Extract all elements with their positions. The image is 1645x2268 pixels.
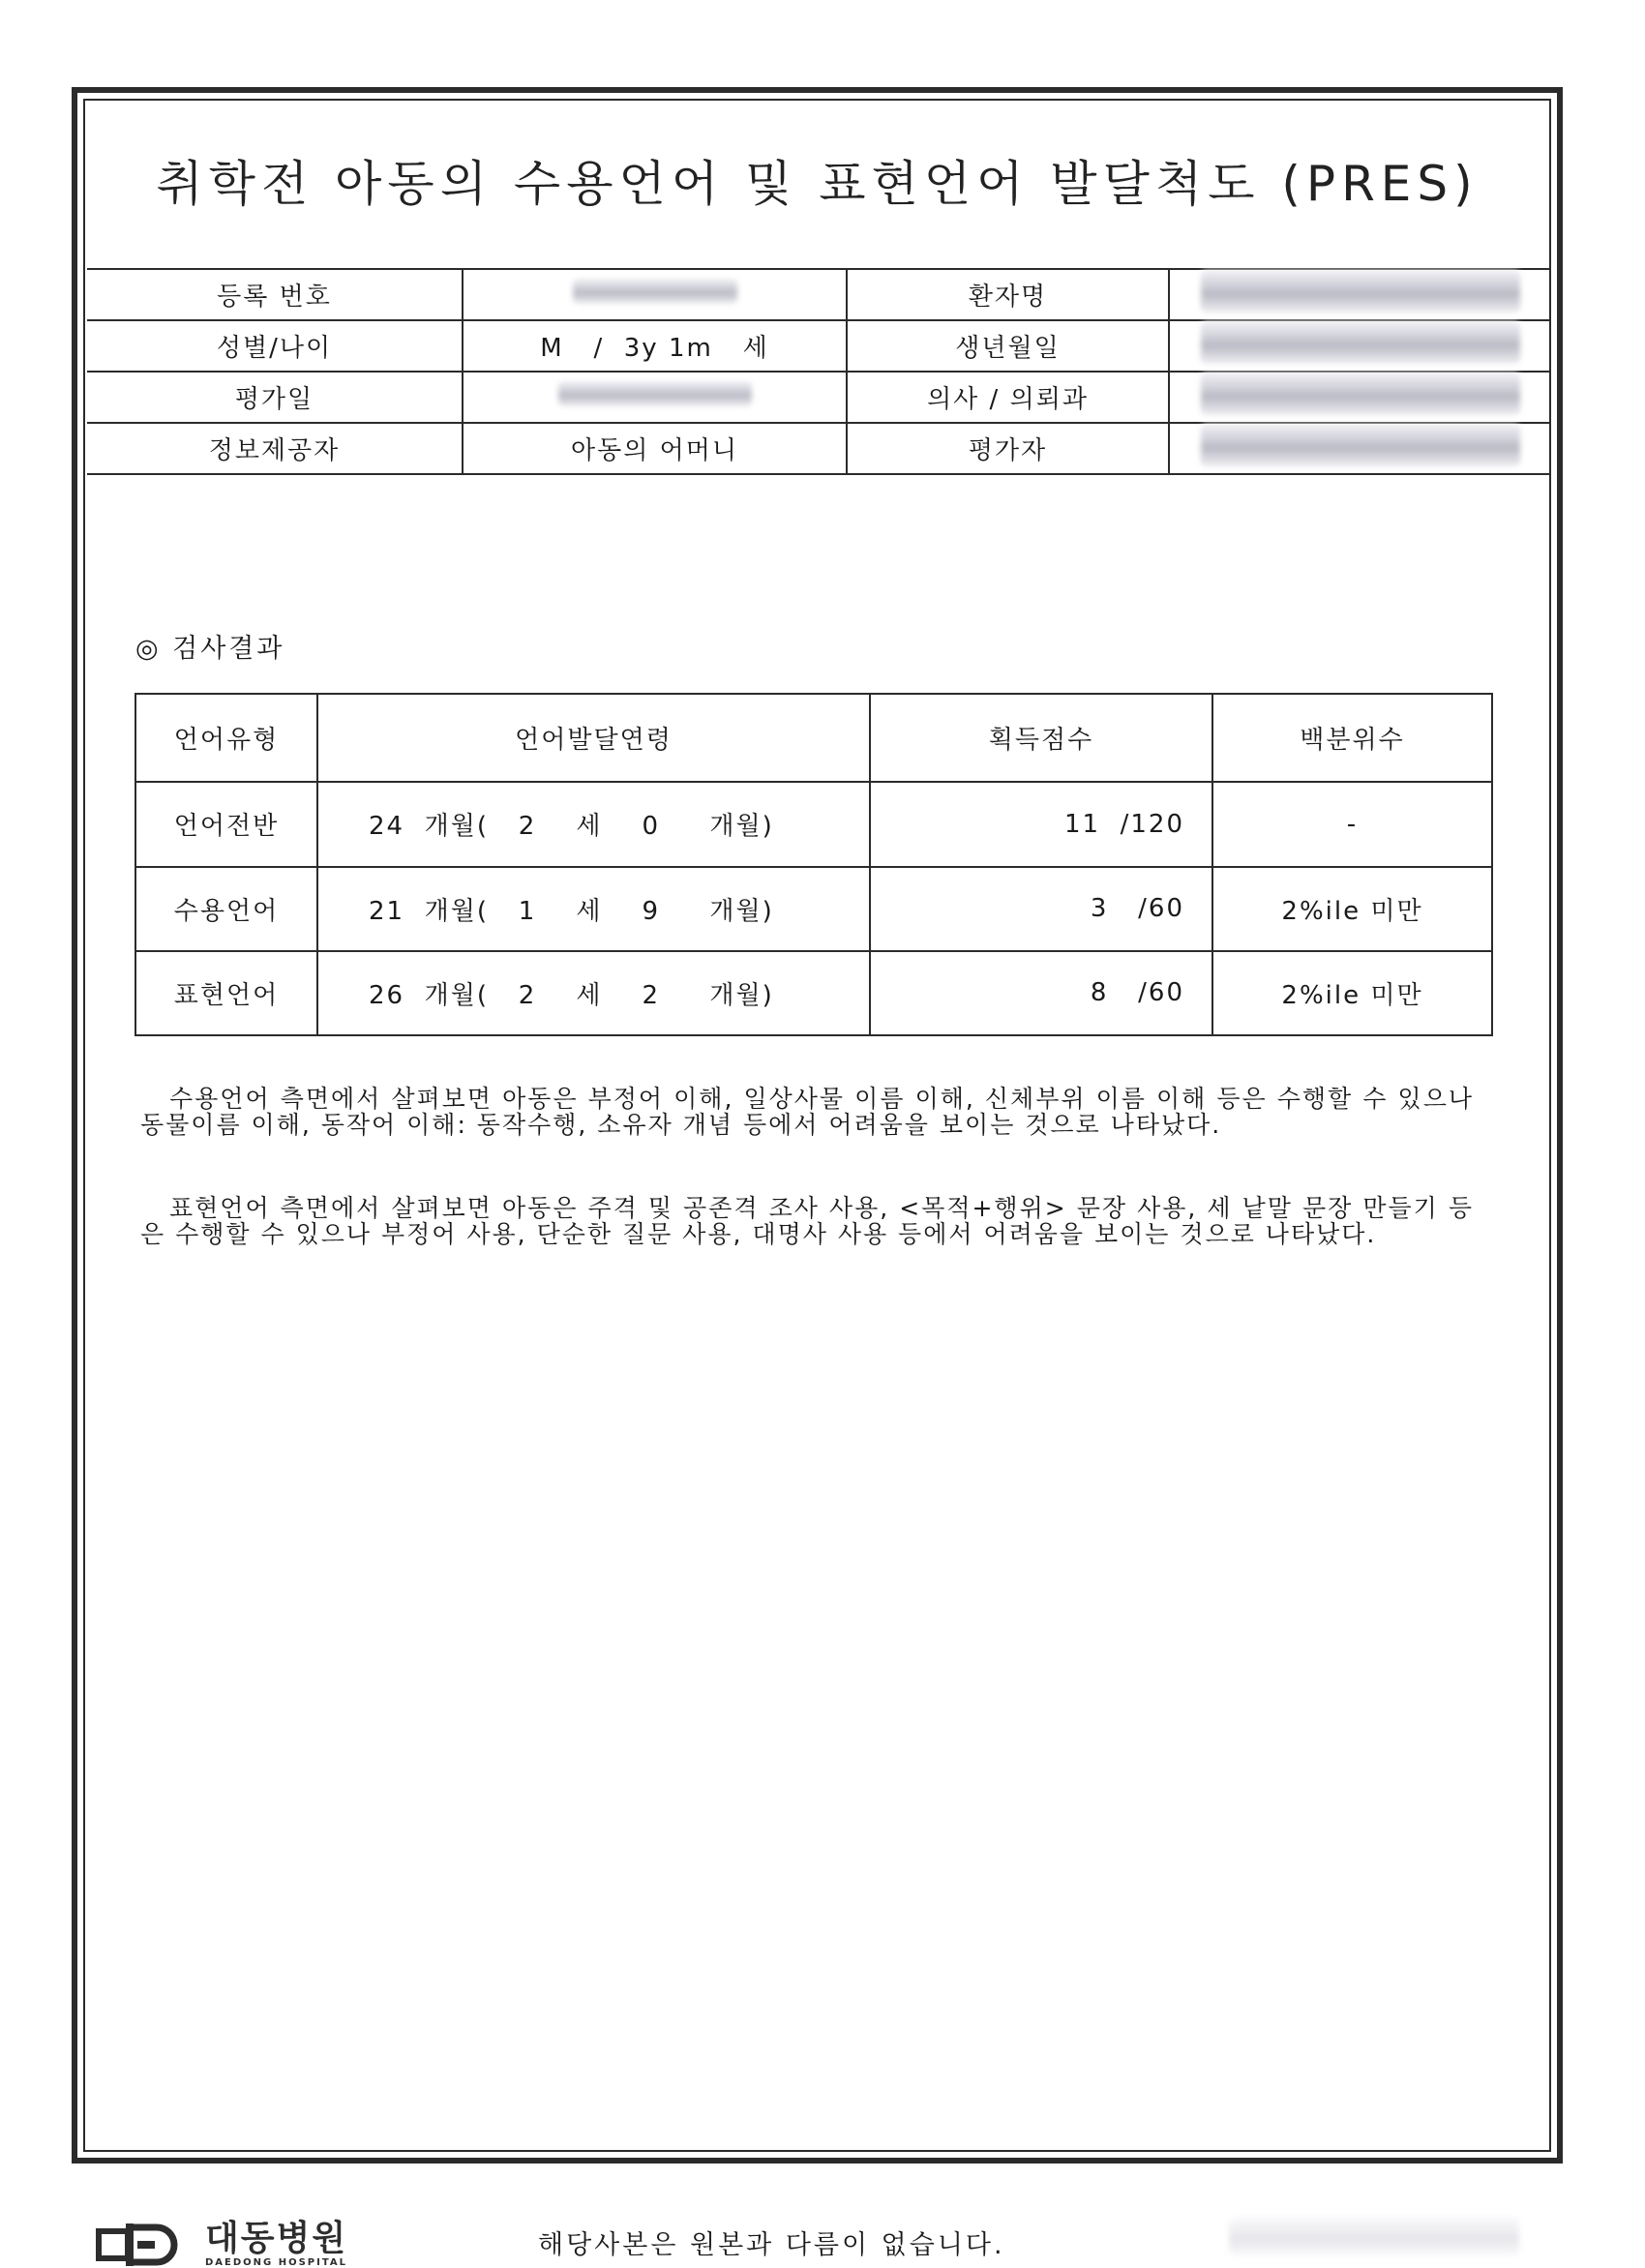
informant-value: 아동의 어머니 <box>463 423 847 474</box>
patient-info-table <box>87 268 1550 475</box>
reg-no-value <box>463 269 847 320</box>
table-row <box>135 867 1492 951</box>
row-percentile: - <box>1212 782 1492 866</box>
birth-value <box>1169 320 1550 372</box>
redacted-stamp <box>1229 2211 1548 2261</box>
redacted-birth-date <box>1201 321 1520 364</box>
results-header-row <box>135 694 1492 782</box>
redacted-evaluator <box>1201 424 1520 466</box>
row-type: 언어전반 <box>135 782 317 866</box>
reg-no-label: 등록 번호 <box>87 269 463 320</box>
row-age: 21 개월( 1 세 9 개월) <box>317 867 870 951</box>
table-row <box>135 951 1492 1035</box>
hospital-logo-icon <box>97 2222 194 2268</box>
header-score: 획득점수 <box>870 694 1212 782</box>
redacted-reg-no <box>573 279 737 304</box>
hospital-name: 대동병원 <box>205 2219 348 2258</box>
row-score: 8 /60 <box>870 951 1212 1035</box>
info-row <box>87 423 1550 474</box>
birth-label: 생년월일 <box>847 320 1169 372</box>
info-row <box>87 269 1550 320</box>
informant-label: 정보제공자 <box>87 423 463 474</box>
info-row <box>87 320 1550 372</box>
redacted-eval-date <box>558 381 752 406</box>
info-row <box>87 372 1550 423</box>
section-label-results: ◎ 검사결과 <box>135 634 285 664</box>
row-type: 표현언어 <box>135 951 317 1035</box>
results-table <box>135 693 1493 1036</box>
redacted-stamp-blur <box>1229 2217 1519 2255</box>
table-row <box>135 782 1492 866</box>
row-score: 11 /120 <box>870 782 1212 866</box>
receptive-language-summary: 수용언어 측면에서 살펴보면 아동은 부정어 이해, 일상사물 이름 이해, 신체부위 이름 이해 등은 수행할 수 있으나 동물이름 이해, 동작어 이해: 동작수행, 소유자 개념 등에서 어려움을 보이는 것으로 나타났다. <box>140 1085 1474 1139</box>
hospital-name-en: DAEDONG HOSPITAL <box>205 2257 348 2268</box>
eval-date-value <box>463 372 847 423</box>
hospital-logo <box>97 2221 347 2268</box>
doctor-label: 의사 / 의뢰과 <box>847 372 1169 423</box>
patient-name-value <box>1169 269 1550 320</box>
row-age: 24 개월( 2 세 0 개월) <box>317 782 870 866</box>
redacted-patient-name <box>1201 270 1520 313</box>
row-percentile: 2%ile 미만 <box>1212 951 1492 1035</box>
eval-date-label: 평가일 <box>87 372 463 423</box>
doctor-value <box>1169 372 1550 423</box>
row-type: 수용언어 <box>135 867 317 951</box>
row-score: 3 /60 <box>870 867 1212 951</box>
patient-name-label: 환자명 <box>847 269 1169 320</box>
redacted-doctor <box>1201 373 1520 415</box>
header-language-type: 언어유형 <box>135 694 317 782</box>
row-age: 26 개월( 2 세 2 개월) <box>317 951 870 1035</box>
expressive-language-summary: 표현언어 측면에서 살펴보면 아동은 주격 및 공존격 조사 사용, <목적+행위> 문장 사용, 세 낱말 문장 만들기 등은 수행할 수 있으나 부정어 사용, 단순한 질문 사용, 대명사 사용 등에서 어려움을 보이는 것으로 나타났다. <box>140 1194 1474 1248</box>
evaluator-label: 평가자 <box>847 423 1169 474</box>
sex-age-value: M / 3y 1m 세 <box>463 320 847 372</box>
row-percentile: 2%ile 미만 <box>1212 867 1492 951</box>
header-language-age: 언어발달연령 <box>317 694 870 782</box>
sex-age-label: 성별/나이 <box>87 320 463 372</box>
header-percentile: 백분위수 <box>1212 694 1492 782</box>
document-title: 취학전 아동의 수용언어 및 표현언어 발달척도 (PRES) <box>156 156 1479 212</box>
copy-certification-note: 해당사본은 원본과 다름이 없습니다. <box>538 2230 1005 2260</box>
evaluator-value <box>1169 423 1550 474</box>
